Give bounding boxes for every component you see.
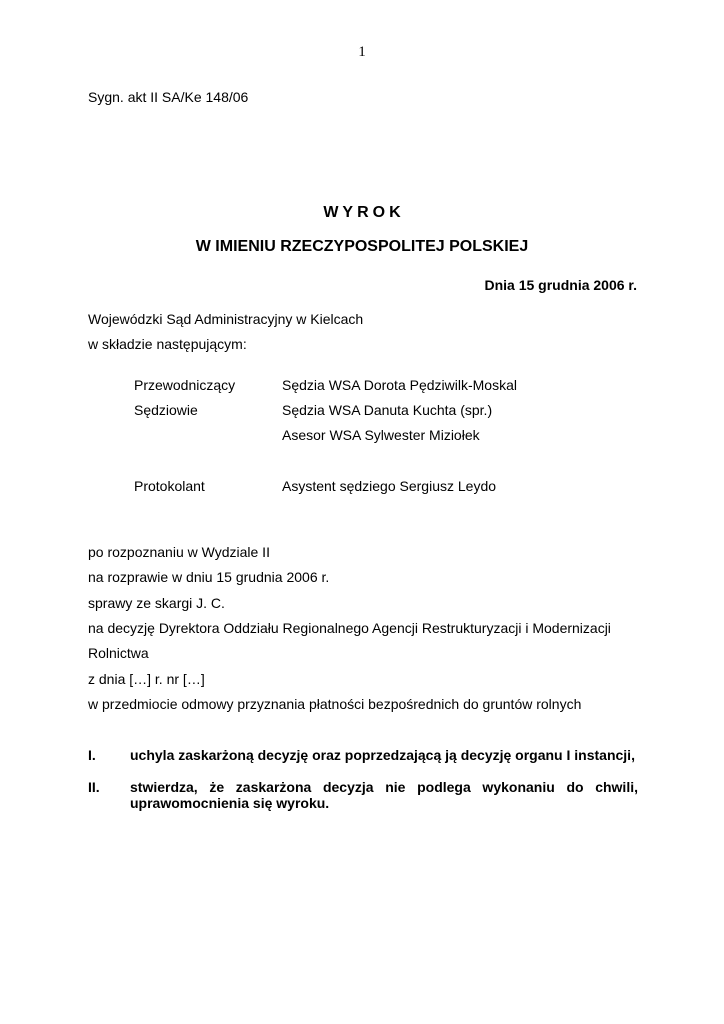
ruling-item [88,747,638,763]
ruling-text: stwierdza, że zaskarżona decyzja nie podlega wykonaniu do chwili, uprawomocnienia się wyroku. [130,779,638,811]
case-line: na rozprawie w dniu 15 grudnia 2006 r. [88,569,330,585]
panel-name-judge-2: Asesor WSA Sylwester Miziołek [282,427,480,443]
panel-name-judge-1: Sędzia WSA Danuta Kuchta (spr.) [282,402,493,418]
document-title: WYROK [323,204,405,221]
panel-name-presiding: Sędzia WSA Dorota Pędziwilk-Moskal [282,377,517,393]
ruling-number: I. [88,747,96,763]
composition-intro: w składzie następującym: [88,336,247,352]
page-number: 1 [358,44,366,60]
panel-role-presiding: Przewodniczący [134,377,236,393]
judgment-date: Dnia 15 grudnia 2006 r. [484,277,637,293]
panel-name-recorder: Asystent sędziego Sergiusz Leydo [282,478,497,494]
case-line: Rolnictwa [88,645,149,661]
case-line: w przedmiocie odmowy przyznania płatności bezpośrednich do gruntów rolnych [88,696,582,712]
panel-role-recorder: Protokolant [134,478,205,494]
case-line: z dnia […] r. nr […] [88,671,205,687]
case-line: po rozpoznaniu w Wydziale II [88,544,270,560]
case-line: sprawy ze skargi J. C. [88,595,225,611]
case-line: na decyzję Dyrektora Oddziału Regionalnego Agencji Restrukturyzacji i Modernizacji [88,620,611,636]
panel-role-judges: Sędziowie [134,402,198,418]
court-name: Wojewódzki Sąd Administracyjny w Kielcach [88,311,364,327]
document-subtitle: W IMIENIU RZECZYPOSPOLITEJ POLSKIEJ [195,238,529,255]
ruling-text: uchyla zaskarżoną decyzję oraz poprzedzającą ją decyzję organu I instancji, [130,747,635,763]
case-signature: Sygn. akt II SA/Ke 148/06 [88,89,249,105]
ruling-item [88,779,638,811]
ruling-number: II. [88,779,100,795]
